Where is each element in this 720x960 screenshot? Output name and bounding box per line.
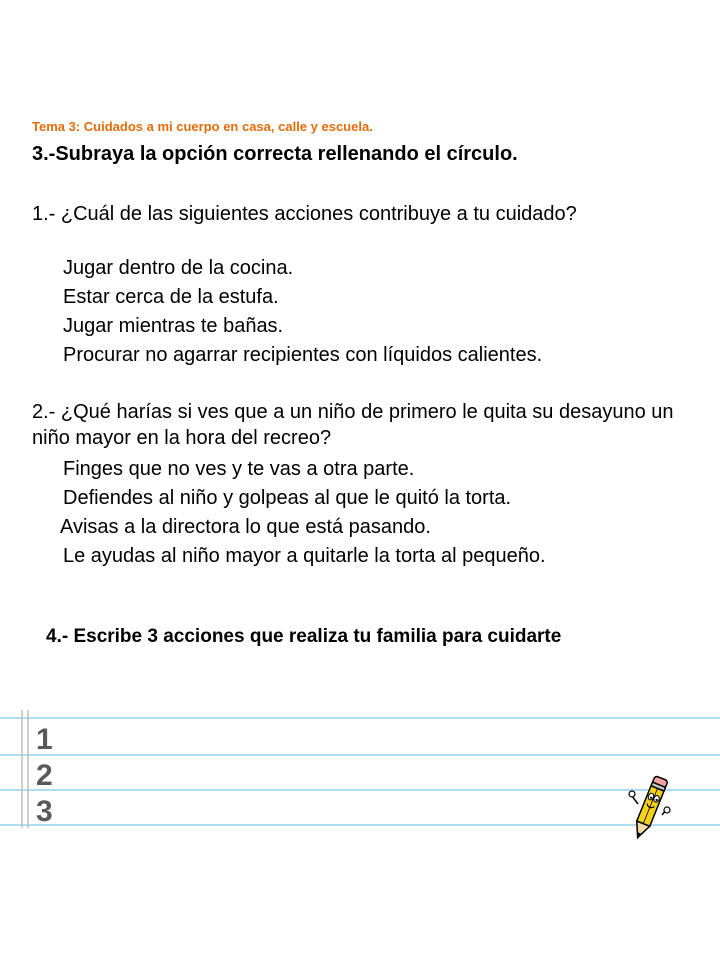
pencil-mascot-icon bbox=[628, 770, 672, 844]
question-1: 1.- ¿Cuál de las siguientes acciones contribuye a tu cuidado? bbox=[32, 203, 577, 225]
question-1-option-3[interactable]: Jugar mientras te bañas. bbox=[63, 315, 284, 337]
section-4-heading: 4.- Escribe 3 acciones que realiza tu familia para cuidarte bbox=[46, 626, 562, 647]
question-2: 2.- ¿Qué harías si ves que a un niño de primero le quita su desayuno un niño mayor en la hora del recreo? bbox=[32, 401, 674, 449]
topic-title: Tema 3: Cuidados a mi cuerpo en casa, calle y escuela. bbox=[32, 119, 373, 134]
question-2-option-3[interactable]: Avisas a la directora lo que está pasando. bbox=[60, 516, 431, 538]
section-3-heading: 3.-Subraya la opción correcta rellenando el círculo. bbox=[32, 143, 518, 165]
question-1-option-1[interactable]: Jugar dentro de la cocina. bbox=[63, 257, 294, 279]
line-number-3: 3 bbox=[36, 795, 53, 828]
question-2-option-4[interactable]: Le ayudas al niño mayor a quitarle la torta al pequeño. bbox=[63, 545, 546, 567]
question-1-option-2[interactable]: Estar cerca de la estufa. bbox=[63, 286, 279, 308]
question-2-option-1[interactable]: Finges que no ves y te vas a otra parte. bbox=[63, 458, 415, 480]
answer-lines[interactable] bbox=[0, 700, 720, 840]
line-number-1: 1 bbox=[36, 723, 53, 756]
question-2-option-2[interactable]: Defiendes al niño y golpeas al que le quitó la torta. bbox=[63, 487, 512, 509]
line-number-2: 2 bbox=[36, 759, 53, 792]
question-1-option-4[interactable]: Procurar no agarrar recipientes con líquidos calientes. bbox=[63, 344, 543, 366]
